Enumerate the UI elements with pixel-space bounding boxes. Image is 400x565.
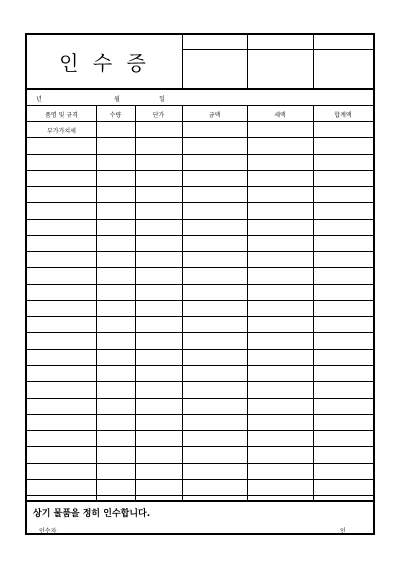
table-row-line <box>27 170 373 171</box>
table-column-line <box>135 105 136 500</box>
column-header-unit-price: 단가 <box>152 112 165 119</box>
table-row-line <box>27 332 373 333</box>
table-row-line <box>27 219 373 220</box>
table-column-line <box>313 105 314 500</box>
table-row-line <box>27 137 373 138</box>
table-row-line <box>27 446 373 447</box>
seal-label: 인 <box>340 528 346 535</box>
column-header-item: 품명 및 규격 <box>45 112 78 119</box>
table-row-line <box>27 284 373 285</box>
table-row-line <box>27 365 373 366</box>
table-row-line <box>27 430 373 431</box>
table-row-line <box>27 235 373 236</box>
column-header-amount: 금액 <box>208 112 221 119</box>
table-row-line <box>27 495 373 496</box>
table-row-line <box>27 121 373 122</box>
table-bottom-line <box>27 500 373 502</box>
table-row-line <box>27 186 373 187</box>
table-row-line <box>27 202 373 203</box>
date-day-label: 일 <box>159 96 165 103</box>
confirmation-text: 상기 물품을 정히 인수합니다. <box>33 509 151 519</box>
document-title: 인 수 증 <box>59 51 150 75</box>
receiver-label: 인수자 <box>39 528 57 535</box>
table-column-line <box>96 105 97 500</box>
approval-box-line <box>313 35 314 88</box>
title-divider <box>182 35 183 88</box>
table-row-line <box>27 414 373 415</box>
table-row-line <box>27 381 373 382</box>
column-header-tax: 세액 <box>274 112 286 119</box>
table-row-line <box>27 300 373 301</box>
table-column-line <box>182 105 183 500</box>
column-header-quantity: 수량 <box>109 112 122 119</box>
table-row-line <box>27 316 373 317</box>
date-year-label: 년 <box>36 96 42 103</box>
approval-box-divider <box>182 49 375 50</box>
approval-box-line <box>247 35 248 88</box>
first-row-item-cell: 부가가치세 <box>47 128 76 135</box>
table-row-line <box>27 463 373 464</box>
date-month-label: 월 <box>114 96 120 103</box>
title-bottom-line <box>27 88 373 90</box>
date-row-bottom-line <box>27 105 373 106</box>
table-row-line <box>27 349 373 350</box>
table-row-line <box>27 251 373 252</box>
table-row-line <box>27 479 373 480</box>
column-header-total: 합계액 <box>334 112 352 119</box>
table-row-line <box>27 154 373 155</box>
table-column-line <box>247 105 248 500</box>
receipt-form <box>25 33 375 535</box>
table-row-line <box>27 398 373 399</box>
table-row-line <box>27 267 373 268</box>
